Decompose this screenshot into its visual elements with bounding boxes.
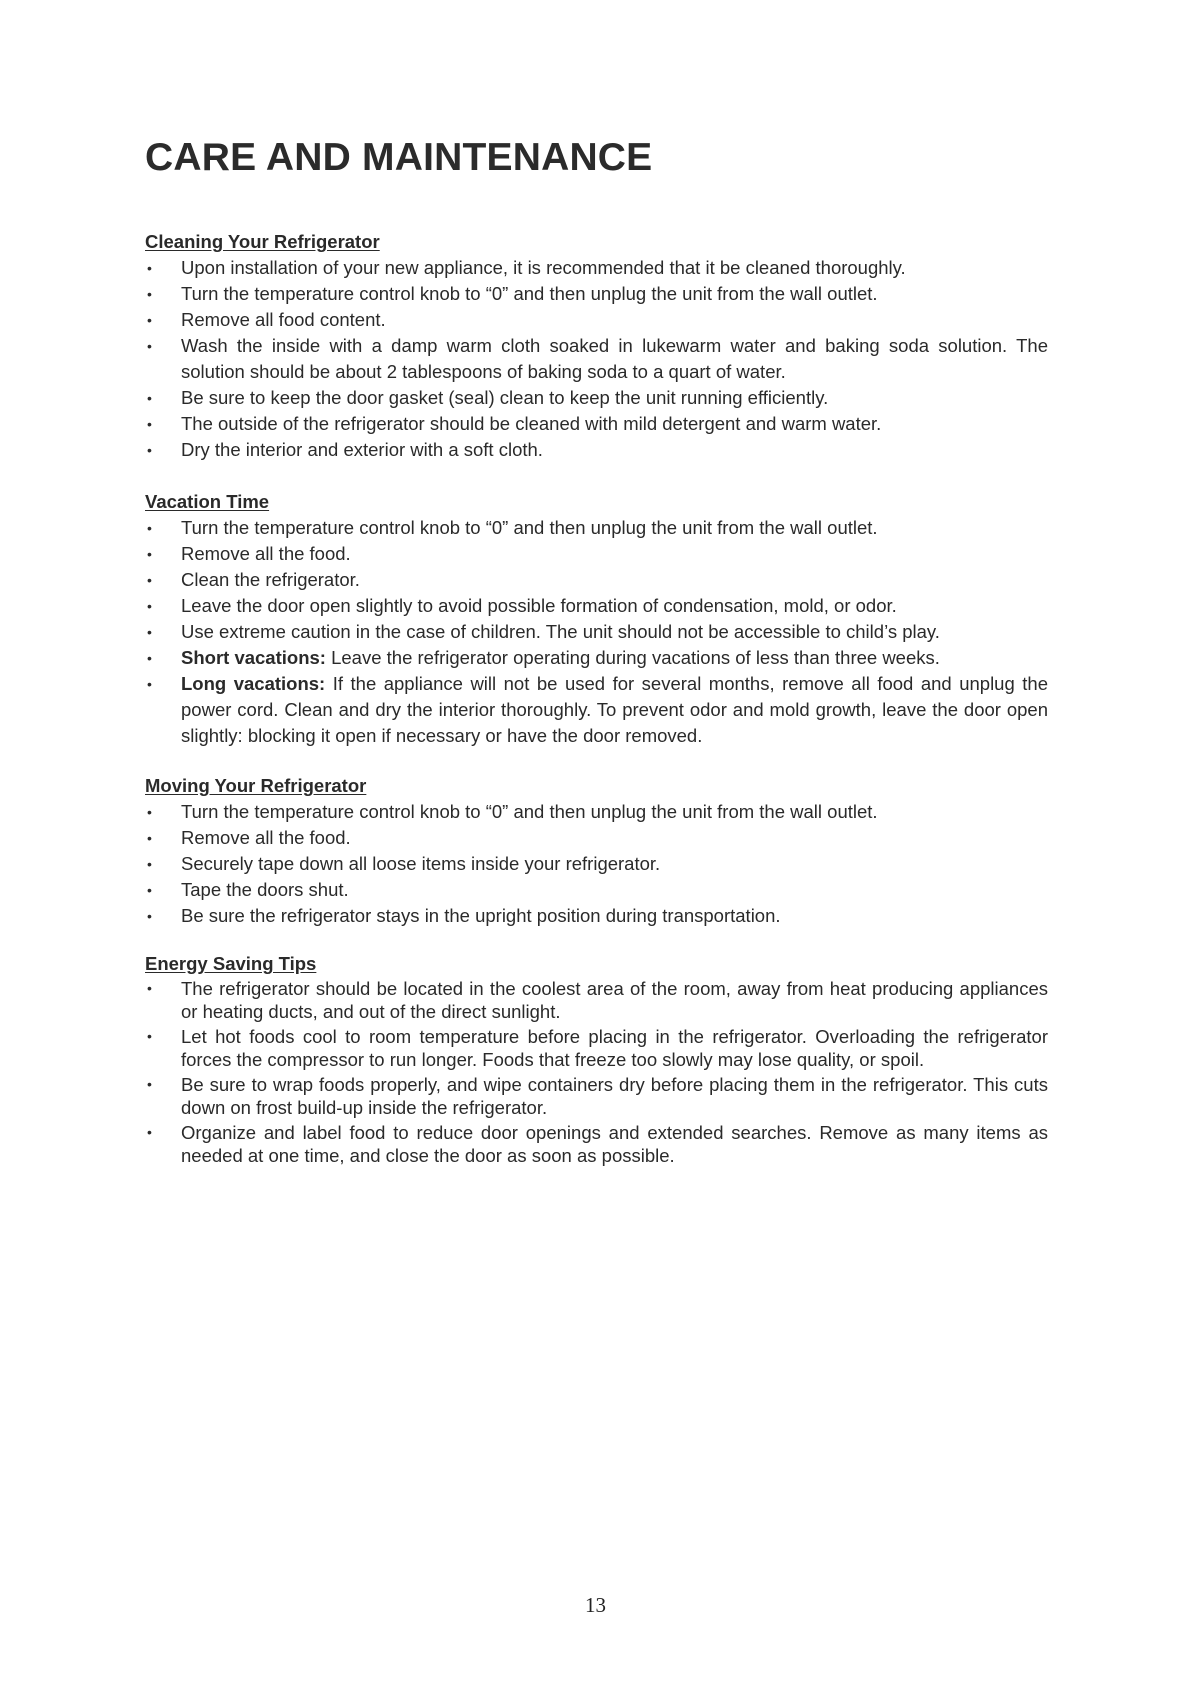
bullet-icon: • (147, 338, 152, 354)
bullet-icon: • (147, 520, 152, 536)
list-item-text: Tape the doors shut. (181, 879, 349, 900)
bullet-icon: • (147, 624, 152, 640)
list-item-text: Turn the temperature control knob to “0” and then unplug the unit from the wall outlet. (181, 801, 878, 822)
list-item-text: Remove all the food. (181, 543, 351, 564)
list-item-text: Dry the interior and exterior with a soft cloth. (181, 439, 543, 460)
list-item-text: Organize and label food to reduce door openings and extended searches. Remove as many items as needed at one time, and close the door as soon as possible. (181, 1122, 1048, 1166)
list-item (145, 333, 1048, 385)
bullet-icon: • (147, 882, 152, 898)
list-item (145, 437, 1048, 463)
bullet-icon: • (147, 442, 152, 458)
bullet-icon: • (147, 312, 152, 328)
section-cleaning (145, 229, 1048, 463)
bullet-icon: • (147, 286, 152, 302)
bullet-icon: • (147, 908, 152, 924)
long-vacations-text: If the appliance will not be used for several months, remove all food and unplug the power cord. Clean and dry the interior thoroughly. To prevent odor and mold growth, leave the door open slightly: blocking it open if necessary or have the door removed. (181, 673, 1048, 746)
bullet-icon: • (147, 676, 152, 692)
list-item-text: Be sure the refrigerator stays in the upright position during transportation. (181, 905, 781, 926)
bullet-list-energy (145, 977, 1048, 1167)
bullet-icon: • (147, 598, 152, 614)
section-heading-moving: Moving Your Refrigerator (145, 775, 367, 796)
section-heading-cleaning: Cleaning Your Refrigerator (145, 231, 380, 252)
list-item (145, 1121, 1048, 1167)
list-item (145, 385, 1048, 411)
list-item (145, 825, 1048, 851)
short-vacations-text: Leave the refrigerator operating during vacations of less than three weeks. (325, 647, 940, 668)
list-item-text: The refrigerator should be located in the coolest area of the room, away from heat producing appliances or heating ducts, and out of the direct sunlight. (181, 978, 1048, 1022)
list-item (145, 593, 1048, 619)
list-item (145, 977, 1048, 1023)
bullet-icon: • (147, 390, 152, 406)
list-item (145, 411, 1048, 437)
list-item-short-vacations (145, 645, 1048, 671)
bullet-icon: • (147, 1076, 152, 1092)
bullet-list-moving (145, 799, 1048, 929)
list-item-text: Remove all food content. (181, 309, 386, 330)
list-item-text: Use extreme caution in the case of children. The unit should not be accessible to child’s play. (181, 621, 940, 642)
list-item-text: Turn the temperature control knob to “0” and then unplug the unit from the wall outlet. (181, 517, 878, 538)
list-item-long-vacations (145, 671, 1048, 749)
bullet-icon: • (147, 1124, 152, 1140)
section-heading-vacation: Vacation Time (145, 491, 270, 512)
section-heading-energy: Energy Saving Tips (145, 953, 317, 974)
list-item (145, 799, 1048, 825)
page-number: 13 (585, 1593, 606, 1617)
list-item-text: Be sure to wrap foods properly, and wipe containers dry before placing them in the refrigerator. This cuts down on frost build-up inside the refrigerator. (181, 1074, 1048, 1118)
list-item-text: The outside of the refrigerator should be cleaned with mild detergent and warm water. (181, 413, 882, 434)
short-vacations-label: Short vacations: (181, 647, 326, 668)
bullet-icon: • (147, 856, 152, 872)
list-item (145, 281, 1048, 307)
bullet-icon: • (147, 546, 152, 562)
list-item (145, 851, 1048, 877)
list-item (145, 619, 1048, 645)
page-title: CARE AND MAINTENANCE (145, 136, 653, 179)
bullet-icon: • (147, 416, 152, 432)
bullet-icon: • (147, 804, 152, 820)
section-moving (145, 773, 1048, 929)
list-item-text: Securely tape down all loose items inside your refrigerator. (181, 853, 661, 874)
bullet-icon: • (147, 980, 152, 996)
list-item-text: Be sure to keep the door gasket (seal) clean to keep the unit running efficiently. (181, 387, 829, 408)
list-item (145, 307, 1048, 333)
bullet-icon: • (147, 572, 152, 588)
list-item (145, 877, 1048, 903)
list-item-text: Turn the temperature control knob to “0” and then unplug the unit from the wall outlet. (181, 283, 878, 304)
list-item (145, 567, 1048, 593)
section-energy (145, 951, 1048, 1169)
list-item (145, 255, 1048, 281)
bullet-icon: • (147, 1028, 152, 1044)
long-vacations-label: Long vacations: (181, 673, 326, 694)
list-item-text: Let hot foods cool to room temperature before placing in the refrigerator. Overloading the refrigerator forces the compressor to run longer. Foods that freeze too slowly may lose quality, or spoil. (181, 1026, 1048, 1070)
list-item-text: Wash the inside with a damp warm cloth soaked in lukewarm water and baking soda solution. The solution should be about 2 tablespoons of baking soda to a quart of water. (181, 335, 1048, 382)
list-item-text: Leave the door open slightly to avoid possible formation of condensation, mold, or odor. (181, 595, 897, 616)
bullet-list-cleaning (145, 255, 1048, 463)
list-item (145, 1025, 1048, 1071)
bullet-icon: • (147, 650, 152, 666)
bullet-icon: • (147, 260, 152, 276)
section-vacation (145, 489, 1048, 749)
list-item (145, 515, 1048, 541)
list-item (145, 541, 1048, 567)
list-item (145, 1073, 1048, 1119)
bullet-icon: • (147, 830, 152, 846)
list-item (145, 903, 1048, 929)
list-item-text: Remove all the food. (181, 827, 351, 848)
list-item-text: Upon installation of your new appliance, it is recommended that it be cleaned thoroughly. (181, 257, 906, 278)
list-item-text: Clean the refrigerator. (181, 569, 360, 590)
bullet-list-vacation (145, 515, 1048, 749)
